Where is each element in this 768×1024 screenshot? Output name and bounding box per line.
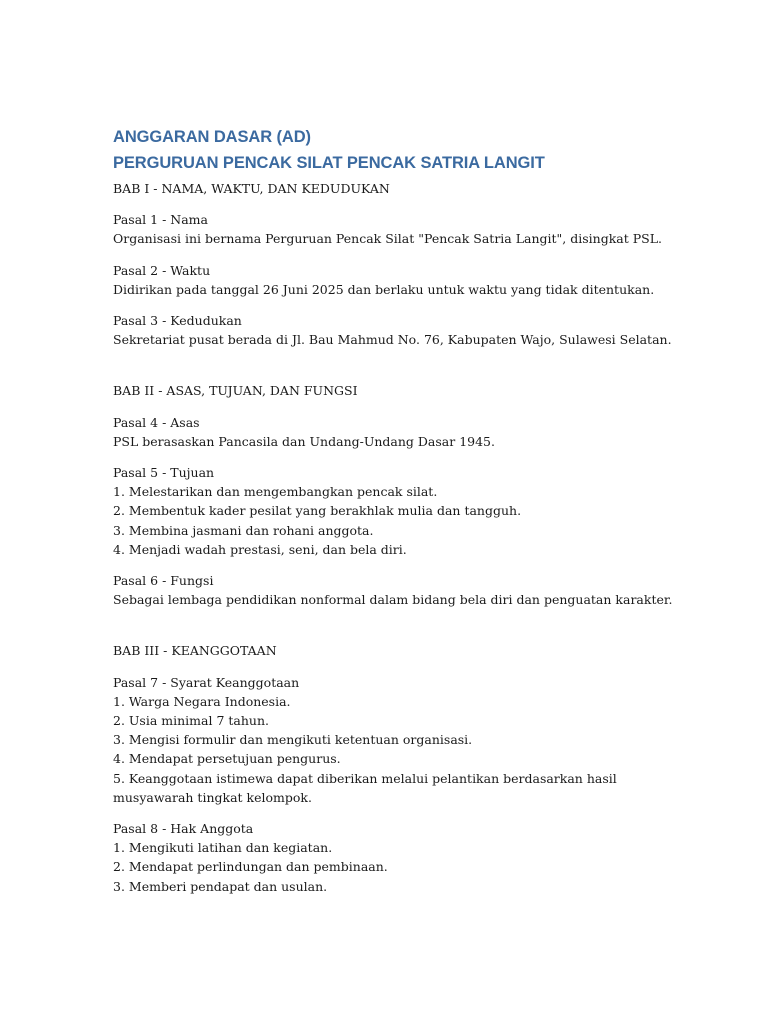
list-item: 2. Usia minimal 7 tahun.	[113, 713, 269, 729]
list-item: 1. Warga Negara Indonesia.	[113, 693, 291, 709]
pasal-title: Pasal 4 - Asas	[113, 414, 200, 430]
list-item: 3. Membina jasmani dan rohani anggota.	[113, 522, 374, 538]
pasal-block	[113, 413, 713, 451]
pasal-block	[113, 571, 713, 609]
list-item: 4. Mendapat persetujuan pengurus.	[113, 751, 341, 767]
pasal-title: Pasal 3 - Kedudukan	[113, 313, 242, 329]
pasal-text: Sebagai lembaga pendidikan nonformal dalam bidang bela diri dan penguatan karakter.	[113, 592, 673, 608]
pasal-text: Sekretariat pusat berada di Jl. Bau Mahmud No. 76, Kabupaten Wajo, Sulawesi Selatan.	[113, 332, 672, 348]
pasal-text: Organisasi ini bernama Perguruan Pencak Silat "Pencak Satria Langit", disingkat PSL.	[113, 231, 662, 247]
pasal-text: Didirikan pada tanggal 26 Juni 2025 dan berlaku untuk waktu yang tidak ditentukan.	[113, 281, 655, 297]
pasal-text: PSL berasaskan Pancasila dan Undang-Undang Dasar 1945.	[113, 433, 495, 449]
document-subtitle: PERGURUAN PENCAK SILAT PENCAK SATRIA LANGIT	[113, 154, 545, 172]
pasal-title: Pasal 5 - Tujuan	[113, 465, 215, 481]
list-item: 2. Mendapat perlindungan dan pembinaan.	[113, 859, 388, 875]
bab-title: BAB III - KEANGGOTAAN	[113, 643, 277, 659]
bab-title: BAB I - NAMA, WAKTU, DAN KEDUDUKAN	[113, 181, 390, 196]
pasal-title: Pasal 2 - Waktu	[113, 262, 211, 278]
pasal-block	[113, 311, 713, 349]
document-page	[113, 124, 713, 908]
pasal-title: Pasal 7 - Syarat Keanggotaan	[113, 674, 300, 690]
pasal-title: Pasal 8 - Hak Anggota	[113, 821, 254, 837]
pasal-block	[113, 261, 713, 299]
document-title: ANGGARAN DASAR (AD)	[113, 128, 311, 146]
pasal-title: Pasal 1 - Nama	[113, 212, 208, 228]
bab-title: BAB II - ASAS, TUJUAN, DAN FUNGSI	[113, 383, 358, 399]
pasal-title: Pasal 6 - Fungsi	[113, 573, 214, 589]
list-item: 1. Mengikuti latihan dan kegiatan.	[113, 840, 333, 856]
list-item: 3. Memberi pendapat dan usulan.	[113, 878, 328, 894]
pasal-block	[113, 463, 713, 559]
list-item: 2. Membentuk kader pesilat yang berakhlak mulia dan tangguh.	[113, 503, 522, 519]
list-item: 5. Keanggotaan istimewa dapat diberikan melalui pelantikan berdasarkan hasil	[113, 770, 617, 786]
list-item: 1. Melestarikan dan mengembangkan pencak silat.	[113, 484, 438, 500]
list-item: 4. Menjadi wadah prestasi, seni, dan bela diri.	[113, 541, 407, 557]
pasal-block	[113, 819, 713, 896]
list-item: 3. Mengisi formulir dan mengikuti ketentuan organisasi.	[113, 732, 473, 748]
list-item: musyawarah tingkat kelompok.	[113, 789, 312, 805]
pasal-block	[113, 673, 713, 807]
pasal-block	[113, 210, 713, 248]
